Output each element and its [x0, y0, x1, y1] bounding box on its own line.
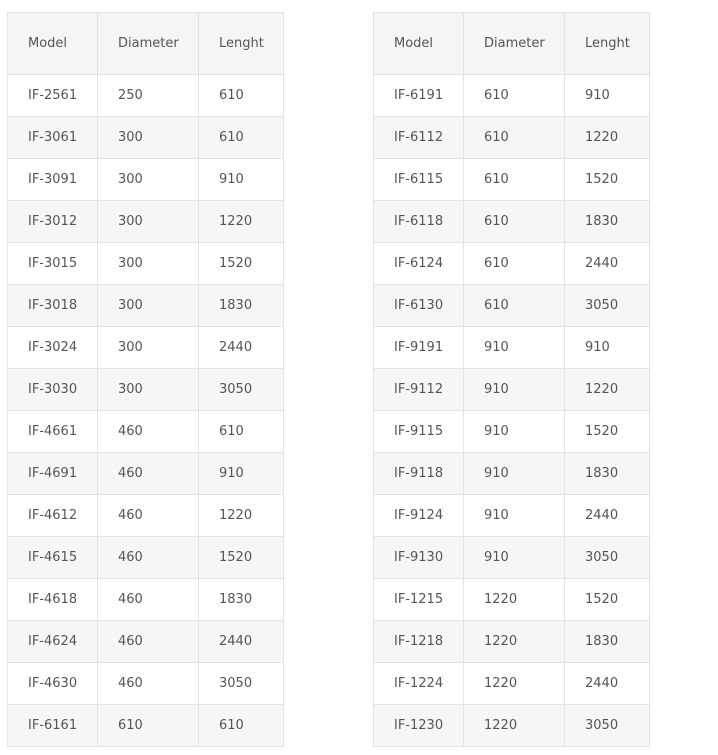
cell-diameter: 1220	[464, 705, 565, 747]
cell-length: 1830	[199, 285, 284, 327]
cell-diameter: 460	[98, 579, 199, 621]
table-row	[8, 579, 284, 621]
table-row	[374, 117, 650, 159]
cell-model: IF-1224	[374, 663, 464, 705]
cell-model: IF-1215	[374, 579, 464, 621]
cell-diameter: 610	[464, 159, 565, 201]
cell-length: 1520	[199, 243, 284, 285]
cell-model: IF-9112	[374, 369, 464, 411]
cell-diameter: 610	[464, 75, 565, 117]
cell-model: IF-9124	[374, 495, 464, 537]
table-row	[374, 201, 650, 243]
table-row	[8, 117, 284, 159]
cell-diameter: 250	[98, 75, 199, 117]
cell-diameter: 300	[98, 243, 199, 285]
cell-length: 2440	[565, 243, 650, 285]
table-row	[8, 159, 284, 201]
spec-table-left	[7, 12, 284, 747]
cell-model: IF-6112	[374, 117, 464, 159]
cell-diameter: 460	[98, 663, 199, 705]
cell-model: IF-4624	[8, 621, 98, 663]
cell-length: 610	[199, 117, 284, 159]
cell-model: IF-4618	[8, 579, 98, 621]
cell-diameter: 300	[98, 117, 199, 159]
header-model: Model	[374, 13, 464, 75]
table-row	[374, 537, 650, 579]
cell-diameter: 1220	[464, 663, 565, 705]
cell-length: 3050	[565, 705, 650, 747]
cell-model: IF-6118	[374, 201, 464, 243]
cell-diameter: 910	[464, 537, 565, 579]
cell-model: IF-6124	[374, 243, 464, 285]
cell-model: IF-1230	[374, 705, 464, 747]
cell-length: 2440	[199, 327, 284, 369]
cell-model: IF-9191	[374, 327, 464, 369]
cell-diameter: 1220	[464, 579, 565, 621]
header-model: Model	[8, 13, 98, 75]
table-row	[374, 621, 650, 663]
cell-length: 1830	[565, 201, 650, 243]
cell-diameter: 460	[98, 411, 199, 453]
table-row	[374, 411, 650, 453]
table-row	[8, 495, 284, 537]
cell-model: IF-3018	[8, 285, 98, 327]
cell-diameter: 1220	[464, 621, 565, 663]
cell-length: 1520	[565, 579, 650, 621]
cell-diameter: 300	[98, 369, 199, 411]
cell-model: IF-4612	[8, 495, 98, 537]
table-row	[374, 159, 650, 201]
table-row	[8, 411, 284, 453]
table-row	[8, 369, 284, 411]
cell-diameter: 300	[98, 159, 199, 201]
cell-model: IF-3091	[8, 159, 98, 201]
table-row	[374, 243, 650, 285]
cell-model: IF-2561	[8, 75, 98, 117]
cell-length: 2440	[565, 663, 650, 705]
cell-length: 1220	[199, 201, 284, 243]
table-row	[8, 285, 284, 327]
header-diameter: Diameter	[464, 13, 565, 75]
cell-diameter: 300	[98, 327, 199, 369]
table-row	[8, 621, 284, 663]
cell-length: 1830	[199, 579, 284, 621]
cell-model: IF-6130	[374, 285, 464, 327]
cell-model: IF-9118	[374, 453, 464, 495]
cell-length: 1830	[565, 621, 650, 663]
table-row	[374, 369, 650, 411]
cell-model: IF-3024	[8, 327, 98, 369]
cell-length: 1830	[565, 453, 650, 495]
cell-length: 610	[199, 411, 284, 453]
cell-length: 610	[199, 75, 284, 117]
cell-model: IF-4691	[8, 453, 98, 495]
table-header-row	[374, 13, 650, 75]
header-length: Lenght	[199, 13, 284, 75]
cell-diameter: 460	[98, 537, 199, 579]
table-row	[8, 75, 284, 117]
table-row	[374, 579, 650, 621]
cell-length: 2440	[565, 495, 650, 537]
cell-model: IF-4630	[8, 663, 98, 705]
table-header-row	[8, 13, 284, 75]
table-row	[8, 243, 284, 285]
cell-length: 3050	[199, 663, 284, 705]
spec-table-right	[373, 12, 650, 747]
cell-model: IF-4615	[8, 537, 98, 579]
cell-model: IF-9115	[374, 411, 464, 453]
cell-model: IF-3061	[8, 117, 98, 159]
cell-model: IF-1218	[374, 621, 464, 663]
cell-length: 910	[199, 453, 284, 495]
cell-model: IF-6191	[374, 75, 464, 117]
table-body	[374, 75, 650, 747]
cell-model: IF-3015	[8, 243, 98, 285]
table-row	[374, 663, 650, 705]
cell-diameter: 910	[464, 369, 565, 411]
cell-diameter: 610	[464, 243, 565, 285]
cell-length: 910	[565, 327, 650, 369]
cell-length: 910	[565, 75, 650, 117]
cell-diameter: 910	[464, 453, 565, 495]
table-row	[8, 705, 284, 747]
cell-length: 3050	[199, 369, 284, 411]
cell-length: 1520	[565, 411, 650, 453]
cell-length: 2440	[199, 621, 284, 663]
cell-length: 1520	[565, 159, 650, 201]
cell-diameter: 610	[464, 285, 565, 327]
cell-model: IF-3012	[8, 201, 98, 243]
cell-model: IF-6161	[8, 705, 98, 747]
header-diameter: Diameter	[98, 13, 199, 75]
cell-diameter: 910	[464, 327, 565, 369]
cell-length: 1220	[199, 495, 284, 537]
table-row	[8, 537, 284, 579]
header-length: Lenght	[565, 13, 650, 75]
cell-diameter: 910	[464, 411, 565, 453]
table-row	[374, 495, 650, 537]
table-row	[374, 285, 650, 327]
cell-diameter: 300	[98, 285, 199, 327]
cell-diameter: 610	[464, 201, 565, 243]
cell-length: 3050	[565, 285, 650, 327]
cell-length: 1220	[565, 369, 650, 411]
table-row	[374, 75, 650, 117]
cell-model: IF-6115	[374, 159, 464, 201]
table-row	[374, 705, 650, 747]
table-row	[8, 327, 284, 369]
cell-diameter: 610	[98, 705, 199, 747]
table-body	[8, 75, 284, 747]
cell-length: 1520	[199, 537, 284, 579]
cell-model: IF-9130	[374, 537, 464, 579]
cell-diameter: 610	[464, 117, 565, 159]
cell-diameter: 460	[98, 453, 199, 495]
table-row	[374, 327, 650, 369]
cell-length: 610	[199, 705, 284, 747]
cell-diameter: 460	[98, 621, 199, 663]
cell-length: 910	[199, 159, 284, 201]
cell-model: IF-3030	[8, 369, 98, 411]
cell-diameter: 910	[464, 495, 565, 537]
table-row	[8, 663, 284, 705]
cell-model: IF-4661	[8, 411, 98, 453]
cell-diameter: 300	[98, 201, 199, 243]
cell-length: 1220	[565, 117, 650, 159]
cell-length: 3050	[565, 537, 650, 579]
table-row	[8, 201, 284, 243]
cell-diameter: 460	[98, 495, 199, 537]
table-row	[8, 453, 284, 495]
table-row	[374, 453, 650, 495]
